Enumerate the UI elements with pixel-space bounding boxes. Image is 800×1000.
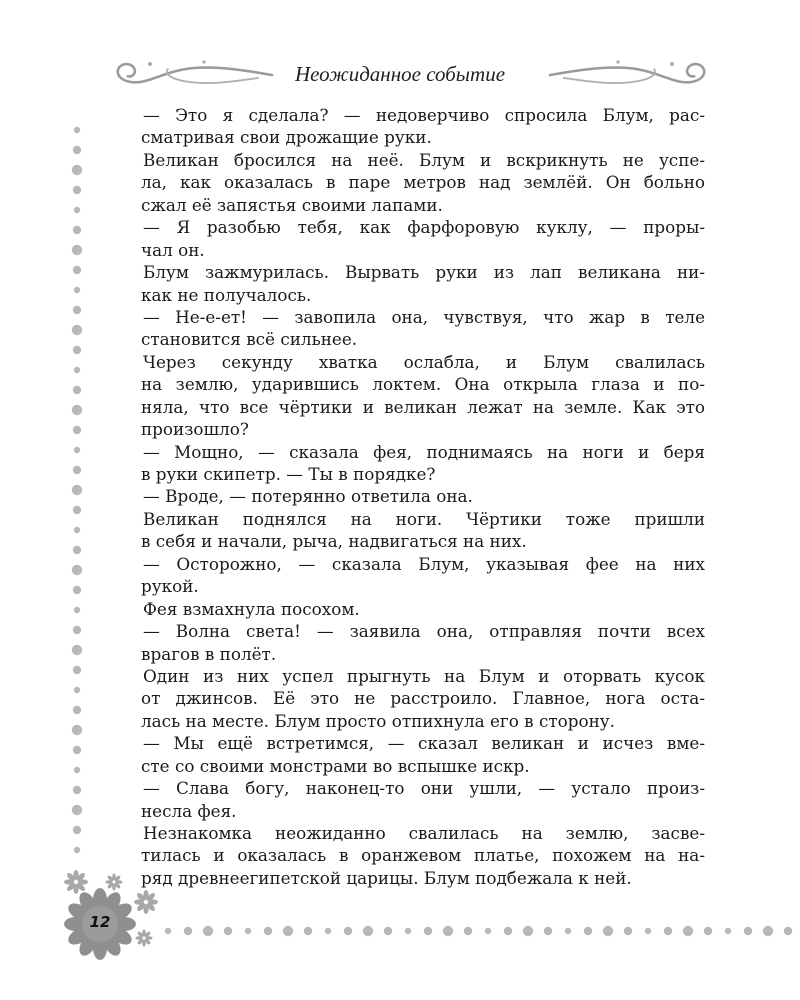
text-line: — Вроде, — потерянно ответила она.: [143, 486, 473, 507]
border-dot: [73, 746, 81, 754]
border-dot: [74, 447, 80, 453]
border-dot: [73, 386, 81, 394]
border-dot: [645, 928, 651, 934]
border-dot: [443, 926, 453, 936]
border-dot: [73, 466, 81, 474]
left-dotted-border-icon: [62, 120, 92, 860]
text-line: — Мощно, — сказала фея, поднимаясь на ноги и беря: [143, 441, 705, 462]
border-dot: [74, 127, 80, 133]
border-dot: [73, 266, 81, 274]
border-dot: [203, 926, 213, 936]
border-dot: [584, 927, 592, 935]
text-line: — Мы ещё встретимся, — сказал великан и исчез вме-: [143, 733, 705, 754]
border-dot: [363, 926, 373, 936]
border-dot: [73, 226, 81, 234]
border-dot: [544, 927, 552, 935]
border-dot: [264, 927, 272, 935]
text-line: от джинсов. Её это не расстроило. Главное, нога оста-: [141, 688, 705, 709]
border-dot: [624, 927, 632, 935]
page-header: [0, 0, 800, 110]
border-dot: [74, 767, 80, 773]
border-dot: [784, 927, 792, 935]
border-dot: [73, 586, 81, 594]
swirl-ornament-right-icon: [546, 58, 714, 92]
border-dot: [283, 926, 293, 936]
text-line: Фея взмахнула посохом.: [143, 598, 360, 619]
border-dot: [74, 527, 80, 533]
border-dot: [72, 325, 82, 335]
border-dot: [224, 927, 232, 935]
border-dot: [73, 346, 81, 354]
text-line: как не получалось.: [141, 284, 312, 305]
border-dot: [73, 306, 81, 314]
text-line: Великан поднялся на ноги. Чёртики тоже пришли: [143, 508, 705, 529]
border-dot: [73, 626, 81, 634]
border-dot: [74, 367, 80, 373]
border-dot: [485, 928, 491, 934]
border-dot: [74, 847, 80, 853]
border-dot: [72, 245, 82, 255]
border-dot: [73, 666, 81, 674]
text-line: ряд древнеегипетской царицы. Блум подбежала к ней.: [141, 867, 632, 888]
text-line: лась на месте. Блум просто отпихнула его в сторону.: [141, 710, 615, 731]
text-line: становится всё сильнее.: [141, 329, 358, 350]
border-dot: [74, 687, 80, 693]
border-dot: [73, 826, 81, 834]
border-dot: [464, 927, 472, 935]
text-line: Великан бросился на неё. Блум и вскрикнуть не успе-: [143, 149, 705, 170]
border-dot: [763, 926, 773, 936]
border-dot: [72, 725, 82, 735]
body-text: [143, 104, 705, 889]
border-dot: [73, 186, 81, 194]
border-dot: [74, 207, 80, 213]
text-line: рукой.: [141, 576, 199, 597]
border-dot: [384, 927, 392, 935]
text-line: чал он.: [141, 239, 205, 260]
border-dot: [72, 485, 82, 495]
border-dot: [184, 927, 192, 935]
text-line: — Я разобью тебя, как фарфоровую куклу, — проры-: [143, 217, 705, 238]
border-dot: [424, 927, 432, 935]
border-dot: [72, 565, 82, 575]
border-dot: [344, 927, 352, 935]
border-dot: [72, 645, 82, 655]
text-line: — Осторожно, — сказала Блум, указывая фее на них: [143, 553, 705, 574]
border-dot: [304, 927, 312, 935]
text-line: врагов в полёт.: [141, 643, 277, 664]
page-number: 12: [89, 913, 111, 931]
text-line: на землю, ударившись локтем. Она открыла глаза и по-: [141, 374, 705, 395]
text-line: сжал её запястья своими лапами.: [141, 194, 443, 215]
text-line: произошло?: [141, 419, 249, 440]
border-dot: [683, 926, 693, 936]
border-dot: [73, 786, 81, 794]
border-dot: [73, 546, 81, 554]
text-line: в руки скипетр. — Ты в порядке?: [141, 464, 436, 484]
text-line: — Не-е-ет! — завопила она, чувствуя, что жар в теле: [143, 306, 705, 327]
running-title: Неожиданное событие: [294, 62, 506, 86]
text-line: сте со своими монстрами во вспышке искр.: [141, 755, 530, 776]
text-line: — Слава богу, наконец-то они ушли, — устало произ-: [143, 778, 705, 799]
text-line: — Волна света! — заявила она, отправляя почти всех: [143, 621, 705, 642]
text-line: — Это я сделала? — недоверчиво спросила Блум, рас-: [143, 105, 705, 125]
border-dot: [74, 607, 80, 613]
bottom-dotted-border-icon: [160, 920, 800, 942]
border-dot: [72, 805, 82, 815]
border-dot: [73, 706, 81, 714]
border-dot: [744, 927, 752, 935]
border-dot: [565, 928, 571, 934]
text-line: няла, что все чёртики и великан лежат на земле. Как это: [141, 396, 705, 417]
border-dot: [72, 405, 82, 415]
text-line: в себя и начали, рыча, надвигаться на них.: [141, 531, 527, 552]
text-line: Один из них успел прыгнуть на Блум и оторвать кусок: [143, 665, 705, 686]
text-line: Блум зажмурилась. Вырвать руки из лап великана ни-: [143, 262, 705, 283]
border-dot: [72, 165, 82, 175]
border-dot: [523, 926, 533, 936]
text-line: тилась и оказалась в оранжевом платье, похожем на на-: [141, 845, 705, 866]
border-dot: [325, 928, 331, 934]
text-line: ла, как оказалась в паре метров над землёй. Он больно: [141, 172, 705, 193]
border-dot: [725, 928, 731, 934]
border-dot: [74, 287, 80, 293]
border-dot: [603, 926, 613, 936]
border-dot: [504, 927, 512, 935]
border-dot: [405, 928, 411, 934]
text-line: несла фея.: [141, 800, 237, 821]
text-line: сматривая свои дрожащие руки.: [141, 127, 432, 148]
text-line: Незнакомка неожиданно свалилась на землю, засве-: [143, 823, 705, 843]
border-dot: [165, 928, 171, 934]
border-dot: [73, 506, 81, 514]
border-dot: [73, 146, 81, 154]
text-line: Через секунду хватка ослабла, и Блум свалилась: [143, 351, 705, 372]
border-dot: [704, 927, 712, 935]
border-dot: [73, 426, 81, 434]
border-dot: [245, 928, 251, 934]
border-dot: [664, 927, 672, 935]
